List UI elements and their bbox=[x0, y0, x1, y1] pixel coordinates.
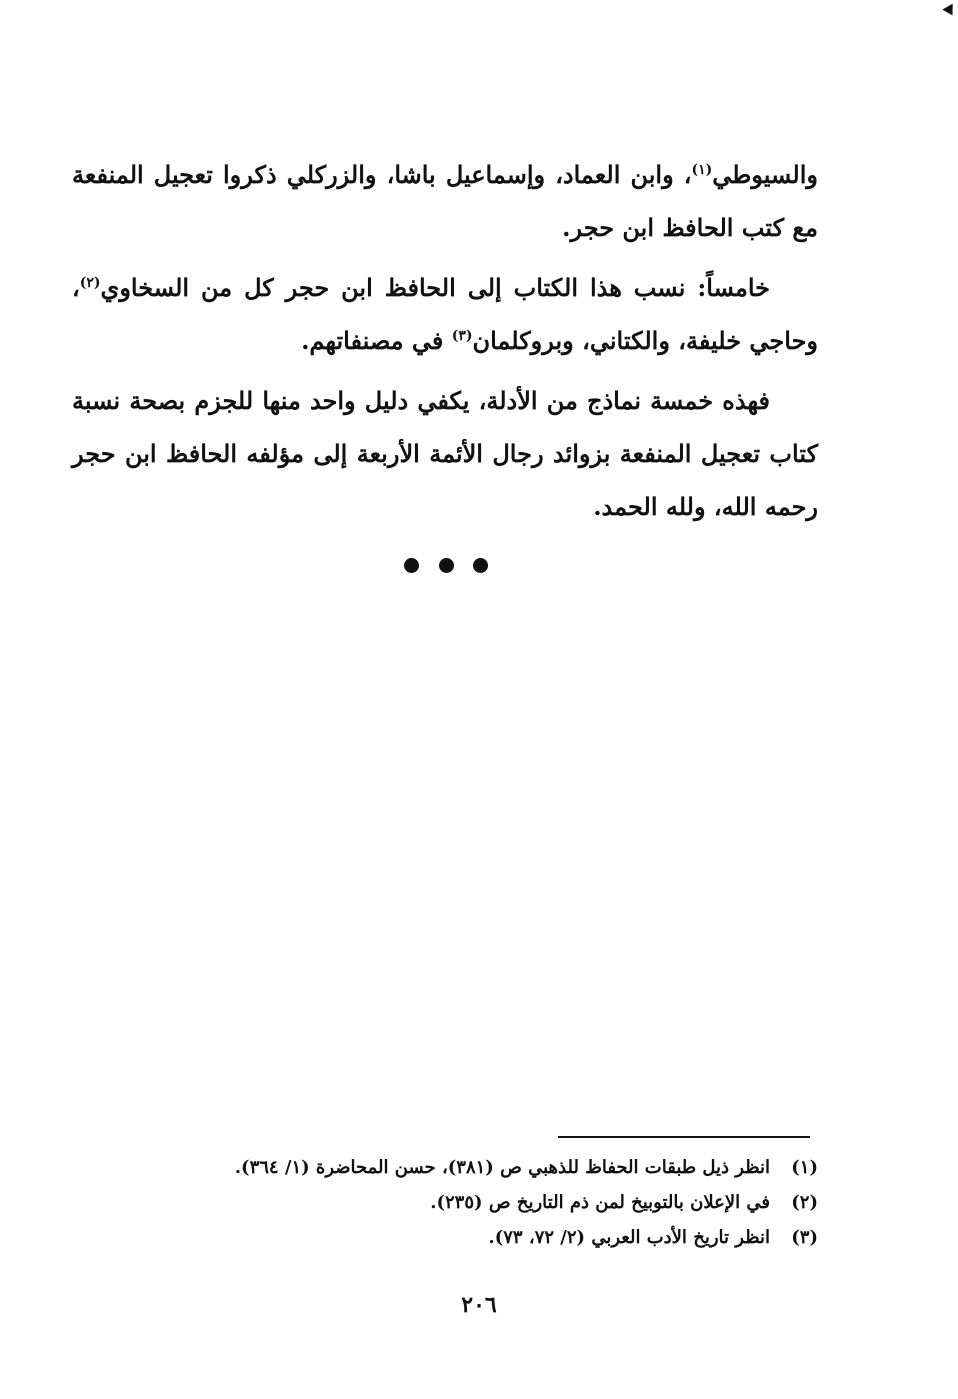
paragraph-2 bbox=[72, 261, 818, 367]
paragraph-text: فهذه خمسة نماذج من الأدلة، يكفي دليل واحد منها للجزم بصحة نسبة كتاب تعجيل المنفعة بزوائد رجال الأئمة الأربعة إلى مؤلفه الحافظ ابن حجر رحمه الله، ولله الحمد. bbox=[72, 386, 818, 521]
separator-dot bbox=[404, 558, 419, 573]
footnote-2 bbox=[150, 1185, 818, 1220]
separator-dot bbox=[439, 558, 454, 573]
paragraph-3 bbox=[72, 374, 818, 533]
main-text bbox=[72, 148, 818, 540]
footnotes bbox=[150, 1150, 818, 1255]
footnote-text: انظر ذيل طبقات الحفاظ للذهبي ص (٣٨١)، حسن المحاضرة (١/ ٣٦٤). bbox=[234, 1157, 770, 1178]
section-separator bbox=[404, 556, 488, 574]
footnote-ref-1[interactable]: (١) bbox=[691, 162, 713, 178]
paragraph-text: ، وحاجي خليفة، والكتاني، وبروكلمان bbox=[72, 273, 818, 355]
footnote-ref-3[interactable]: (٣) bbox=[451, 328, 473, 344]
paragraph-text: ، وابن العماد، وإسماعيل باشا، والزركلي ذكروا تعجيل المنفعة مع كتب الحافظ ابن حجر. bbox=[72, 160, 818, 242]
page-number: ٢٠٦ bbox=[461, 1292, 497, 1318]
footnote-number: (٢) bbox=[791, 1192, 818, 1213]
paragraph-lead: خامساً: bbox=[697, 273, 770, 302]
footnote-text: انظر تاريخ الأدب العربي (٢/ ٧٢، ٧٣). bbox=[488, 1227, 770, 1248]
paragraph-text: والسيوطي bbox=[712, 160, 818, 189]
paragraph-1 bbox=[72, 148, 818, 254]
corner-mark bbox=[942, 4, 957, 19]
footnote-ref-2[interactable]: (٢) bbox=[79, 275, 101, 291]
paragraph-text: نسب هذا الكتاب إلى الحافظ ابن حجر كل من السخاوي bbox=[100, 273, 698, 302]
footnote-text: في الإعلان بالتوبيخ لمن ذم التاريخ ص (٢٣٥). bbox=[430, 1192, 770, 1213]
footnote-3 bbox=[150, 1220, 818, 1255]
footnote-number: (٣) bbox=[791, 1227, 818, 1248]
paragraph-text: في مصنفاتهم. bbox=[301, 326, 452, 355]
footnote-divider bbox=[558, 1136, 810, 1138]
separator-dot bbox=[473, 558, 488, 573]
footnote-number: (١) bbox=[791, 1157, 818, 1178]
footnote-1 bbox=[150, 1150, 818, 1185]
